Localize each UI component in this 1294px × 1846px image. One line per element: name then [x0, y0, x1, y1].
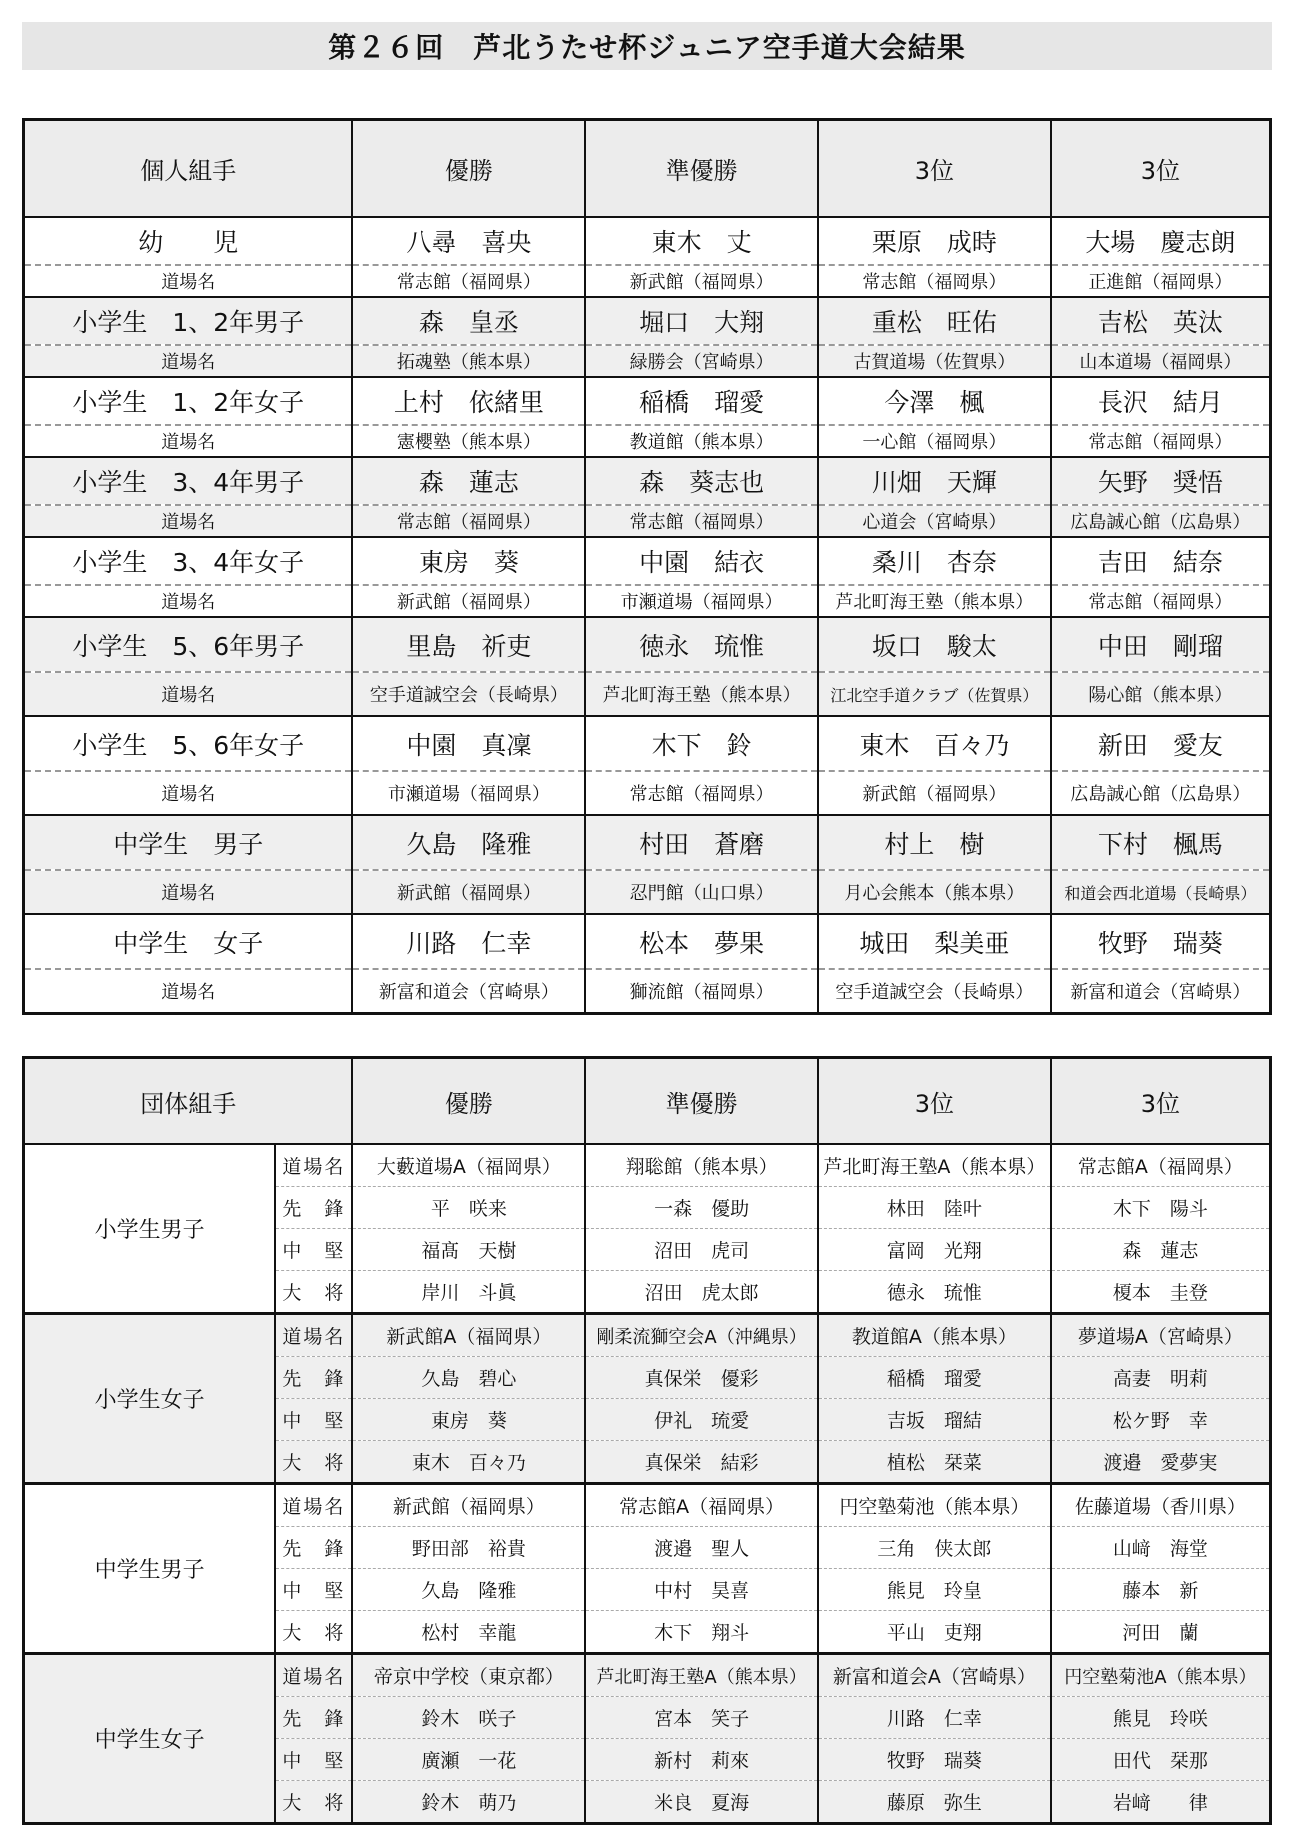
runner-up-name: 中園 結衣 — [585, 537, 818, 585]
position-label: 大 将 — [275, 1271, 352, 1314]
runner-up-dojo: 忍門館（山口県） — [585, 870, 818, 914]
dojo-label: 道場名 — [24, 969, 353, 1014]
runner-up-name: 村田 蒼磨 — [585, 815, 818, 870]
runner-up-cell: 翔聡館（熊本県） — [585, 1144, 818, 1187]
third-place-name: 栗原 成時 — [818, 217, 1051, 265]
runner-up-name: 木下 鈴 — [585, 716, 818, 771]
header-winner: 優勝 — [352, 1058, 585, 1145]
third-place-dojo: 常志館（福岡県） — [1051, 425, 1271, 457]
winner-cell: 平 咲来 — [352, 1187, 585, 1229]
winner-row — [24, 217, 1271, 265]
dojo-row — [24, 425, 1271, 457]
third-place-cell: 新富和道会A（宮崎県） — [818, 1654, 1051, 1697]
header-runner-up: 準優勝 — [585, 120, 818, 218]
runner-up-dojo: 緑勝会（宮崎県） — [585, 345, 818, 377]
winner-row — [24, 716, 1271, 771]
third-place-cell: 藤本 新 — [1051, 1569, 1271, 1611]
position-label: 道場名 — [275, 1314, 352, 1357]
team-dojo-row — [24, 1144, 1271, 1187]
third-place-dojo: 新武館（福岡県） — [818, 771, 1051, 815]
winner-cell: 廣瀬 一花 — [352, 1739, 585, 1781]
category-label: 小学生 5、6年男子 — [24, 617, 353, 672]
third-place-name: 東木 百々乃 — [818, 716, 1051, 771]
runner-up-dojo: 教道館（熊本県） — [585, 425, 818, 457]
category-label: 小学生 5、6年女子 — [24, 716, 353, 771]
third-place-dojo: 新富和道会（宮崎県） — [1051, 969, 1271, 1014]
team-category-label: 小学生男子 — [24, 1144, 276, 1314]
position-label: 先 鋒 — [275, 1527, 352, 1569]
third-place-name: 川畑 天輝 — [818, 457, 1051, 505]
position-label: 中 堅 — [275, 1569, 352, 1611]
winner-dojo: 常志館（福岡県） — [352, 505, 585, 537]
winner-row — [24, 297, 1271, 345]
runner-up-dojo: 常志館（福岡県） — [585, 505, 818, 537]
winner-row — [24, 457, 1271, 505]
runner-up-cell: 真保栄 結彩 — [585, 1441, 818, 1484]
team-group — [24, 1144, 1271, 1314]
dojo-row — [24, 870, 1271, 914]
runner-up-cell: 常志館A（福岡県） — [585, 1484, 818, 1527]
third-place-cell: 德永 琉惟 — [818, 1271, 1051, 1314]
individual-results-table — [22, 118, 1272, 1015]
position-label: 先 鋒 — [275, 1357, 352, 1399]
third-place-dojo: 心道会（宮崎県） — [818, 505, 1051, 537]
dojo-label: 道場名 — [24, 672, 353, 716]
position-label: 先 鋒 — [275, 1187, 352, 1229]
third-place-cell: 稲橋 瑠愛 — [818, 1357, 1051, 1399]
dojo-label: 道場名 — [24, 425, 353, 457]
dojo-row — [24, 585, 1271, 617]
third-place-cell: 常志館A（福岡県） — [1051, 1144, 1271, 1187]
header-third-place: 3位 — [1051, 1058, 1271, 1145]
third-place-name: 中田 剛瑠 — [1051, 617, 1271, 672]
third-place-cell: 夢道場A（宮崎県） — [1051, 1314, 1271, 1357]
winner-cell: 鈴木 萌乃 — [352, 1781, 585, 1824]
winner-dojo: 空手道誠空会（長崎県） — [352, 672, 585, 716]
position-label: 大 将 — [275, 1611, 352, 1654]
dojo-row — [24, 672, 1271, 716]
third-place-dojo: 広島誠心館（広島県） — [1051, 771, 1271, 815]
runner-up-cell: 真保栄 優彩 — [585, 1357, 818, 1399]
third-place-cell: 熊見 玲咲 — [1051, 1697, 1271, 1739]
dojo-label: 道場名 — [24, 585, 353, 617]
dojo-row — [24, 345, 1271, 377]
winner-name: 上村 依緒里 — [352, 377, 585, 425]
page-title: 第２６回 芦北うたせ杯ジュニア空手道大会結果 — [22, 22, 1272, 70]
third-place-cell: 高妻 明莉 — [1051, 1357, 1271, 1399]
position-label: 道場名 — [275, 1654, 352, 1697]
runner-up-cell: 伊礼 琉愛 — [585, 1399, 818, 1441]
third-place-name: 今澤 楓 — [818, 377, 1051, 425]
category-label: 小学生 3、4年女子 — [24, 537, 353, 585]
header-third-place: 3位 — [1051, 120, 1271, 218]
individual-group — [24, 617, 1271, 716]
third-place-dojo: 古賀道場（佐賀県） — [818, 345, 1051, 377]
category-label: 小学生 1、2年女子 — [24, 377, 353, 425]
winner-cell: 松村 幸龍 — [352, 1611, 585, 1654]
header-category: 個人組手 — [24, 120, 353, 218]
third-place-name: 坂口 駿太 — [818, 617, 1051, 672]
winner-name: 里島 祈吏 — [352, 617, 585, 672]
dojo-row — [24, 265, 1271, 297]
winner-dojo: 新武館（福岡県） — [352, 870, 585, 914]
team-category-label: 中学生男子 — [24, 1484, 276, 1654]
third-place-cell: 林田 陸叶 — [818, 1187, 1051, 1229]
table-header-row — [24, 120, 1271, 218]
third-place-dojo: 空手道誠空会（長崎県） — [818, 969, 1051, 1014]
team-dojo-row — [24, 1314, 1271, 1357]
individual-group — [24, 537, 1271, 617]
third-place-cell: 三角 侠太郎 — [818, 1527, 1051, 1569]
header-third-place: 3位 — [818, 1058, 1051, 1145]
third-place-name: 城田 梨美亜 — [818, 914, 1051, 969]
dojo-row — [24, 505, 1271, 537]
team-group — [24, 1654, 1271, 1824]
runner-up-dojo: 芦北町海王塾（熊本県） — [585, 672, 818, 716]
third-place-name: 大場 慶志朗 — [1051, 217, 1271, 265]
winner-cell: 福髙 天樹 — [352, 1229, 585, 1271]
dojo-row — [24, 771, 1271, 815]
runner-up-name: 徳永 琉惟 — [585, 617, 818, 672]
third-place-name: 矢野 奨悟 — [1051, 457, 1271, 505]
winner-row — [24, 537, 1271, 585]
winner-dojo: 市瀬道場（福岡県） — [352, 771, 585, 815]
winner-cell: 新武館（福岡県） — [352, 1484, 585, 1527]
third-place-cell: 松ケ野 幸 — [1051, 1399, 1271, 1441]
individual-group — [24, 217, 1271, 297]
header-winner: 優勝 — [352, 120, 585, 218]
third-place-dojo: 常志館（福岡県） — [818, 265, 1051, 297]
third-place-cell: 河田 蘭 — [1051, 1611, 1271, 1654]
dojo-label: 道場名 — [24, 870, 353, 914]
team-category-label: 小学生女子 — [24, 1314, 276, 1484]
category-label: 中学生 女子 — [24, 914, 353, 969]
runner-up-cell: 木下 翔斗 — [585, 1611, 818, 1654]
third-place-dojo: 広島誠心館（広島県） — [1051, 505, 1271, 537]
third-place-cell: 富岡 光翔 — [818, 1229, 1051, 1271]
third-place-cell: 岩﨑 律 — [1051, 1781, 1271, 1824]
third-place-dojo: 常志館（福岡県） — [1051, 585, 1271, 617]
winner-cell: 大藪道場A（福岡県） — [352, 1144, 585, 1187]
winner-name: 八尋 喜央 — [352, 217, 585, 265]
team-group — [24, 1314, 1271, 1484]
category-label: 幼 児 — [24, 217, 353, 265]
third-place-cell: 木下 陽斗 — [1051, 1187, 1271, 1229]
category-label: 小学生 3、4年男子 — [24, 457, 353, 505]
team-dojo-row — [24, 1484, 1271, 1527]
runner-up-dojo: 常志館（福岡県） — [585, 771, 818, 815]
winner-row — [24, 617, 1271, 672]
third-place-name: 長沢 結月 — [1051, 377, 1271, 425]
winner-cell: 久島 隆雅 — [352, 1569, 585, 1611]
third-place-cell: 牧野 瑞葵 — [818, 1739, 1051, 1781]
winner-cell: 東木 百々乃 — [352, 1441, 585, 1484]
runner-up-cell: 剛柔流獅空会A（沖縄県） — [585, 1314, 818, 1357]
position-label: 先 鋒 — [275, 1697, 352, 1739]
third-place-dojo: 芦北町海王塾（熊本県） — [818, 585, 1051, 617]
header-runner-up: 準優勝 — [585, 1058, 818, 1145]
third-place-name: 新田 愛友 — [1051, 716, 1271, 771]
third-place-cell: 川路 仁幸 — [818, 1697, 1051, 1739]
third-place-cell: 芦北町海王塾A（熊本県） — [818, 1144, 1051, 1187]
winner-row — [24, 377, 1271, 425]
winner-dojo: 常志館（福岡県） — [352, 265, 585, 297]
runner-up-cell: 宮本 笑子 — [585, 1697, 818, 1739]
winner-cell: 東房 葵 — [352, 1399, 585, 1441]
winner-name: 久島 隆雅 — [352, 815, 585, 870]
header-third-place: 3位 — [818, 120, 1051, 218]
runner-up-name: 森 葵志也 — [585, 457, 818, 505]
third-place-dojo: 一心館（福岡県） — [818, 425, 1051, 457]
runner-up-name: 稲橋 瑠愛 — [585, 377, 818, 425]
third-place-cell: 藤原 弥生 — [818, 1781, 1051, 1824]
runner-up-dojo: 獅流館（福岡県） — [585, 969, 818, 1014]
winner-cell: 久島 碧心 — [352, 1357, 585, 1399]
third-place-name: 吉田 結奈 — [1051, 537, 1271, 585]
third-place-name: 村上 樹 — [818, 815, 1051, 870]
team-results-table — [22, 1056, 1272, 1825]
third-place-cell: 渡邉 愛夢実 — [1051, 1441, 1271, 1484]
third-place-name: 吉松 英汰 — [1051, 297, 1271, 345]
third-place-cell: 円空塾菊池（熊本県） — [818, 1484, 1051, 1527]
third-place-cell: 熊見 玲皇 — [818, 1569, 1051, 1611]
individual-group — [24, 815, 1271, 914]
third-place-dojo: 和道会西北道場（長崎県） — [1051, 870, 1271, 914]
position-label: 道場名 — [275, 1484, 352, 1527]
runner-up-name: 松本 夢果 — [585, 914, 818, 969]
third-place-cell: 山﨑 海堂 — [1051, 1527, 1271, 1569]
winner-cell: 野田部 裕貴 — [352, 1527, 585, 1569]
winner-name: 中園 真凜 — [352, 716, 585, 771]
winner-cell: 鈴木 咲子 — [352, 1697, 585, 1739]
third-place-dojo: 陽心館（熊本県） — [1051, 672, 1271, 716]
dojo-label: 道場名 — [24, 771, 353, 815]
runner-up-cell: 新村 莉來 — [585, 1739, 818, 1781]
position-label: 道場名 — [275, 1144, 352, 1187]
third-place-cell: 平山 吏翔 — [818, 1611, 1051, 1654]
runner-up-dojo: 市瀬道場（福岡県） — [585, 585, 818, 617]
winner-row — [24, 914, 1271, 969]
individual-group — [24, 377, 1271, 457]
runner-up-cell: 芦北町海王塾A（熊本県） — [585, 1654, 818, 1697]
dojo-label: 道場名 — [24, 505, 353, 537]
third-place-cell: 田代 栞那 — [1051, 1739, 1271, 1781]
winner-name: 東房 葵 — [352, 537, 585, 585]
winner-cell: 新武館A（福岡県） — [352, 1314, 585, 1357]
winner-dojo: 拓魂塾（熊本県） — [352, 345, 585, 377]
winner-dojo: 新武館（福岡県） — [352, 585, 585, 617]
third-place-cell: 教道館A（熊本県） — [818, 1314, 1051, 1357]
individual-group — [24, 914, 1271, 1014]
winner-name: 川路 仁幸 — [352, 914, 585, 969]
third-place-cell: 森 蓮志 — [1051, 1229, 1271, 1271]
position-label: 大 将 — [275, 1441, 352, 1484]
runner-up-name: 堀口 大翔 — [585, 297, 818, 345]
team-category-label: 中学生女子 — [24, 1654, 276, 1824]
third-place-cell: 吉坂 瑠結 — [818, 1399, 1051, 1441]
individual-group — [24, 297, 1271, 377]
runner-up-cell: 米良 夏海 — [585, 1781, 818, 1824]
winner-cell: 岸川 斗眞 — [352, 1271, 585, 1314]
team-dojo-row — [24, 1654, 1271, 1697]
position-label: 中 堅 — [275, 1399, 352, 1441]
individual-group — [24, 716, 1271, 815]
header-category: 団体組手 — [24, 1058, 353, 1145]
third-place-name: 下村 楓馬 — [1051, 815, 1271, 870]
runner-up-name: 東木 丈 — [585, 217, 818, 265]
third-place-dojo: 正進館（福岡県） — [1051, 265, 1271, 297]
third-place-cell: 榎本 圭登 — [1051, 1271, 1271, 1314]
third-place-cell: 円空塾菊池A（熊本県） — [1051, 1654, 1271, 1697]
runner-up-cell: 沼田 虎太郎 — [585, 1271, 818, 1314]
third-place-name: 桑川 杏奈 — [818, 537, 1051, 585]
dojo-row — [24, 969, 1271, 1014]
runner-up-dojo: 新武館（福岡県） — [585, 265, 818, 297]
team-group — [24, 1484, 1271, 1654]
position-label: 大 将 — [275, 1781, 352, 1824]
third-place-dojo: 山本道場（福岡県） — [1051, 345, 1271, 377]
runner-up-cell: 渡邉 聖人 — [585, 1527, 818, 1569]
runner-up-cell: 沼田 虎司 — [585, 1229, 818, 1271]
third-place-name: 牧野 瑞葵 — [1051, 914, 1271, 969]
third-place-dojo: 月心会熊本（熊本県） — [818, 870, 1051, 914]
third-place-cell: 佐藤道場（香川県） — [1051, 1484, 1271, 1527]
category-label: 小学生 1、2年男子 — [24, 297, 353, 345]
winner-name: 森 蓮志 — [352, 457, 585, 505]
winner-dojo: 新富和道会（宮崎県） — [352, 969, 585, 1014]
position-label: 中 堅 — [275, 1739, 352, 1781]
table-header-row — [24, 1058, 1271, 1145]
winner-row — [24, 815, 1271, 870]
dojo-label: 道場名 — [24, 265, 353, 297]
runner-up-cell: 一森 優助 — [585, 1187, 818, 1229]
third-place-cell: 植松 栞菜 — [818, 1441, 1051, 1484]
runner-up-cell: 中村 昊喜 — [585, 1569, 818, 1611]
individual-group — [24, 457, 1271, 537]
third-place-name: 重松 旺佑 — [818, 297, 1051, 345]
winner-name: 森 皇丞 — [352, 297, 585, 345]
position-label: 中 堅 — [275, 1229, 352, 1271]
winner-cell: 帝京中学校（東京都） — [352, 1654, 585, 1697]
third-place-dojo: 江北空手道クラブ（佐賀県） — [818, 672, 1051, 716]
category-label: 中学生 男子 — [24, 815, 353, 870]
dojo-label: 道場名 — [24, 345, 353, 377]
winner-dojo: 憲櫻塾（熊本県） — [352, 425, 585, 457]
